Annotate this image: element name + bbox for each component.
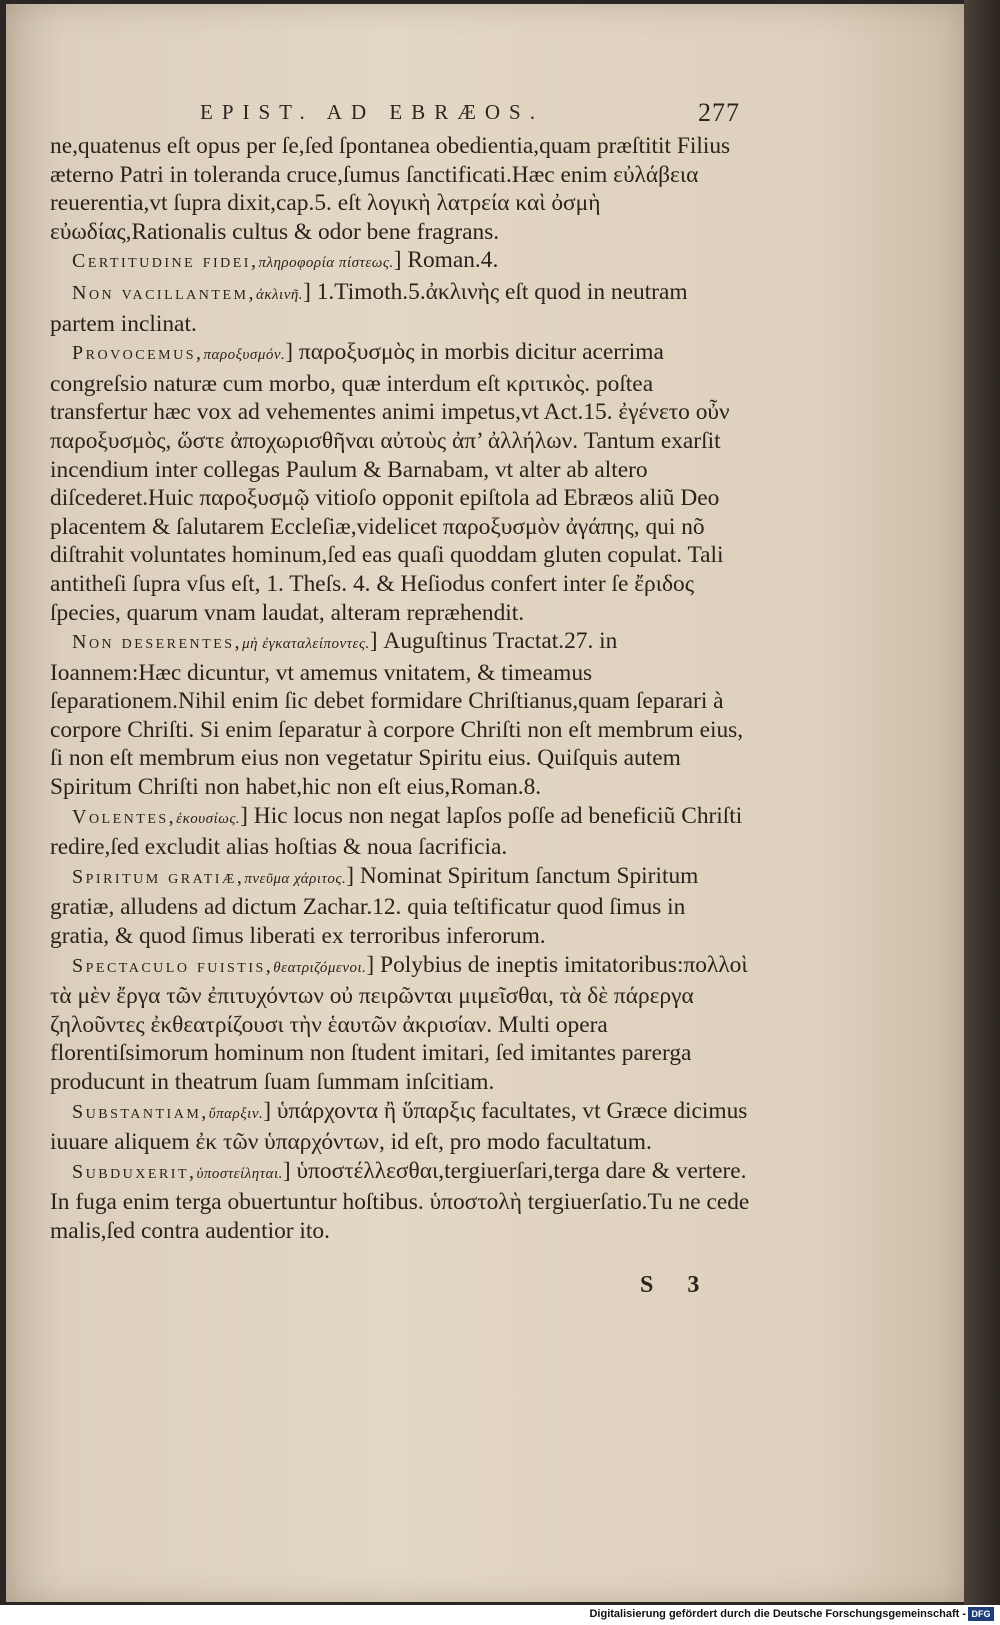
paragraph-continuation	[50, 132, 750, 246]
lemma: Certitudine fidei,	[72, 250, 259, 273]
greek-lemma: ἑκουσίως.	[176, 810, 241, 827]
lemma-paragraph	[50, 1157, 750, 1246]
paragraph-text: ] Roman.4.	[393, 247, 499, 274]
greek-lemma: πληροφορία πίστεως.	[258, 255, 394, 272]
book-edge	[964, 0, 1000, 1605]
lemma: Spiritum gratiæ,	[72, 865, 245, 888]
paragraph-text: ] ὑποστέλλεσθαι,tergiuerſari,terga dare & vertere. In fuga enim terga obuertuntur hoſtibus. ὑποστολὴ tergiuerſatio.Tu ne cede malis,ſed contra audentior ito.	[50, 1157, 750, 1244]
funding-credit: Digitalisierung gefördert durch die Deutsche Forschungsgemeinschaft -	[589, 1608, 966, 1620]
paragraph-text: ] 1.Timoth.5.ἀκλινὴς eſt quod in neutram partem inclinat.	[50, 278, 688, 337]
lemma: Non vacillantem,	[72, 281, 256, 304]
paragraph-text: ] ὑπάρχοντα ἢ ὕπαρξις facultates, vt Græce dicimus iuuare aliquem ἐκ τῶν ὑπαρχόντων, id eſt, pro modo facultatum.	[50, 1097, 748, 1156]
lemma-paragraph	[50, 951, 750, 1097]
paragraph-text: ] Polybius de ineptis imitatoribus:πολλοὶ τὰ μὲν ἔργα τῶν ἐπιτυχόντων οὐ πειρῶνται μιμεῖσθαι, τὰ δὲ πάρεργα ζηλοῦντες ἐκθεατρίζουσι τὴν ἑαυτῶν ἀκρισίαν. Multi opera florentiſsimorum hominum non ſtudent imitari, ſed imitantes parerga producunt in theatrum ſuam ſummam inſcitiam.	[50, 951, 748, 1095]
lemma-paragraph	[50, 802, 750, 862]
greek-lemma: ὑποστείληται.	[196, 1165, 283, 1182]
dfg-logo-icon: DFG	[968, 1607, 994, 1621]
greek-lemma: ὕπαρξιν.	[208, 1105, 264, 1122]
lemma-paragraph	[50, 627, 750, 802]
lemma: Substantiam,	[72, 1100, 209, 1123]
greek-lemma: παροξυσμόν.	[203, 347, 286, 364]
lemma-paragraph	[50, 862, 750, 951]
main-text	[50, 132, 750, 1246]
greek-lemma: πνεῦμα χάριτος.	[244, 870, 347, 887]
greek-lemma: μὴ ἐγκαταλείποντες.	[242, 636, 370, 653]
paragraph-text: ] Auguſtinus Tractat.27. in Ioannem:Hæc dicuntur, vt amemus vnitatem, & timeamus ſeparationem.Nihil enim ſic debet formidare Chriſtianus,quam ſeparari à corpore Chriſti. Si enim ſeparatur à corpore Chriſti non eſt membrum eius, ſi non eſt membrum eius non vegetatur Spiritu eius. Quiſquis autem Spiritum Chriſti non habet,hic non eſt eius,Roman.8.	[50, 628, 744, 801]
signature-mark: S 3	[640, 1272, 714, 1298]
greek-lemma: θεατριζόμενοι.	[273, 959, 367, 976]
lemma: Volentes,	[72, 805, 177, 828]
lemma-paragraph	[50, 278, 750, 338]
greek-lemma: ἀκλινῆ.	[255, 286, 304, 303]
lemma-paragraph	[50, 338, 750, 627]
running-title: EPIST. AD EBRÆOS.	[200, 100, 544, 124]
lemma: Subduxerit,	[72, 1160, 197, 1183]
paragraph-text: ] Hic locus non negat lapſos poſſe ad beneficiũ Chriſti redire,ſed excludit alias hoſtias & noua ſacrificia.	[50, 802, 743, 861]
page-number: 277	[698, 98, 740, 127]
lemma-paragraph	[50, 246, 750, 278]
lemma: Spectaculo fuistis,	[72, 954, 274, 977]
paragraph-text: ] παροξυσμὸς in morbis dicitur acerrima congreſsio naturæ cum morbo, quæ interdum eſt κριτικὸς. poſtea transfertur hæc vox ad vehementes animi impetus,vt Act.15. ἐγένετο οὖν παροξυσμὸς, ὥστε ἀποχωρισθῆναι αὐτοὺς ἀπ’ ἀλλήλων. Tantum exarſit incendium inter collegas Paulum & Barnabam, vt alter ab altero diſcederet.Huic παροξυσμῷ vitioſo opponit epiſtola ad Ebræos aliũ Deo placentem & ſalutarem Eccleſiæ,videlicet παροξυσμὸν ἀγάπης, qui nõ diſtrahit voluntates hominum,ſed eas quaſi quoddam gluten copulat. Tali antitheſi ſupra vſus eſt, 1. Theſs. 4. & Heſiodus confert inter ſe ἔριδος ſpecies, quarum vnam laudat, alteram repræhendit.	[50, 339, 730, 626]
lemma: Provocemus,	[72, 342, 204, 365]
paragraph-text: ne,quatenus eſt opus per ſe,ſed ſpontanea obedientia,quam præſtitit Filius æterno Patri in toleranda cruce,ſumus ſanctificati.Hæc enim εὐλάβεια reuerentia,vt ſupra dixit,cap.5. eſt λογικὴ λατρεία καὶ ὀσμὴ εὐωδίας,Rationalis cultus & odor bene fragrans.	[50, 133, 731, 245]
lemma: Non deserentes,	[72, 631, 243, 654]
paragraph-text: ] Nominat Spiritum ſanctum Spiritum gratiæ, alludens ad dictum Zachar.12. quia teſtificatur quod ſimus in gratia, & quod ſimus liberati ex terroribus inferorum.	[50, 862, 699, 950]
lemma-paragraph	[50, 1097, 750, 1157]
